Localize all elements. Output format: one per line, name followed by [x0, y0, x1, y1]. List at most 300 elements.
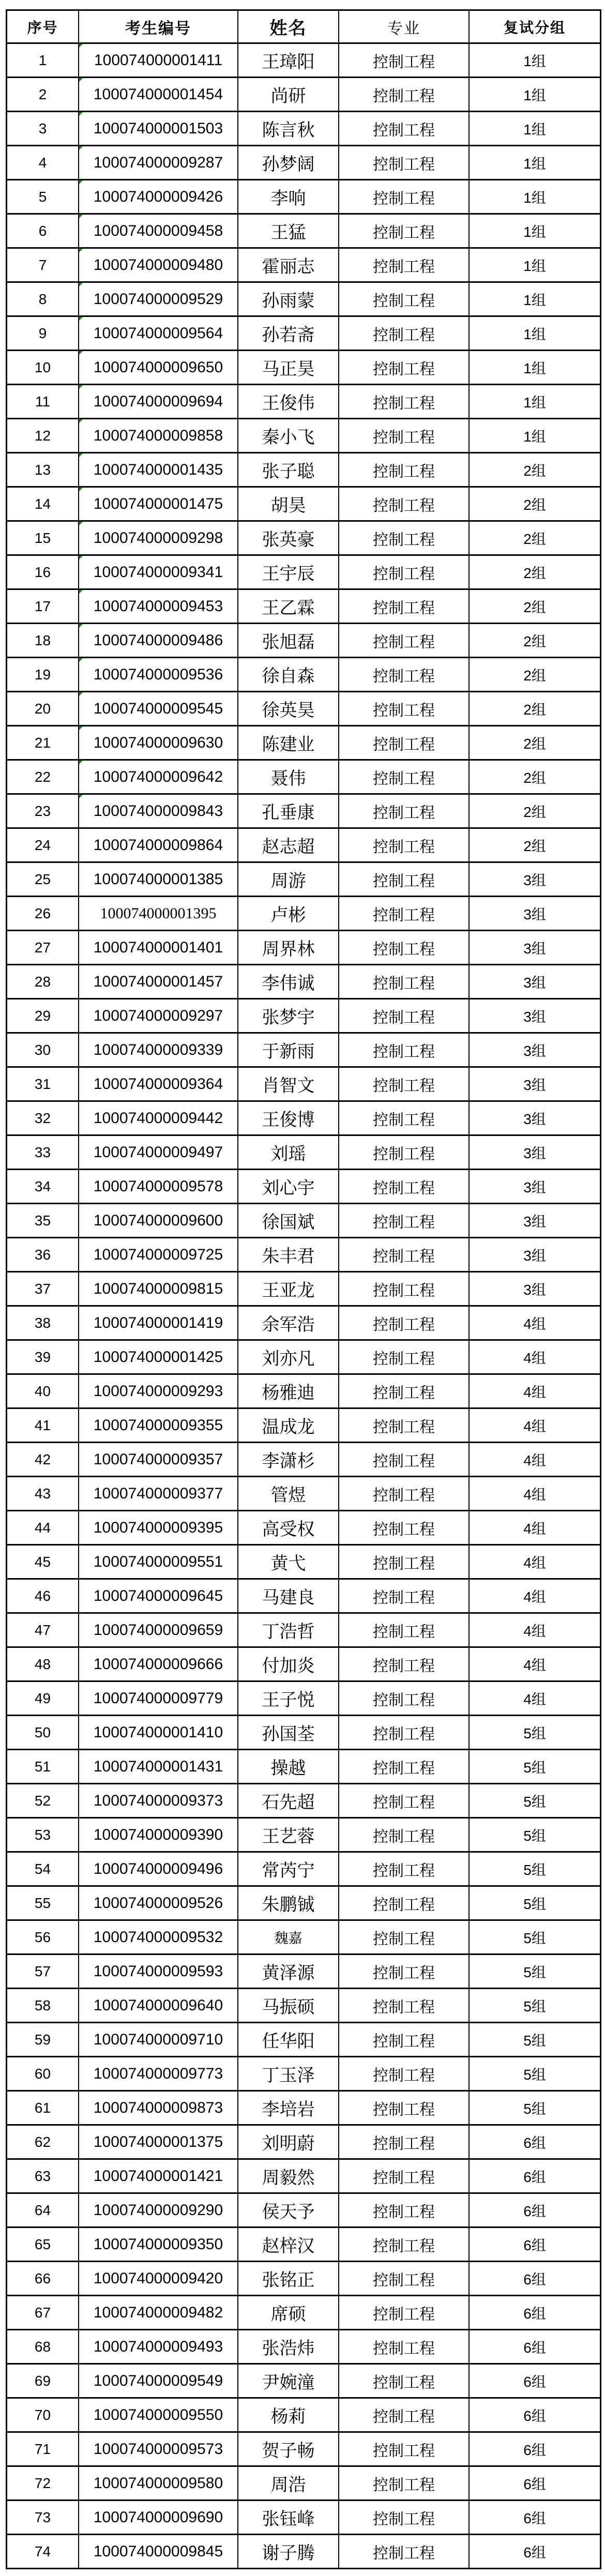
candidate-id: 100074000009843 — [93, 802, 223, 820]
row-index-cell: 10 — [7, 351, 79, 385]
major-cell: 控制工程 — [339, 1204, 470, 1238]
candidate-name-cell: 霍丽志 — [238, 249, 339, 283]
row-index-cell: 12 — [7, 419, 79, 453]
major-cell: 控制工程 — [339, 2296, 470, 2330]
major-cell: 控制工程 — [339, 522, 470, 556]
major-cell: 控制工程 — [339, 2330, 470, 2365]
group-cell: 1组 — [470, 249, 600, 283]
candidate-id: 100074000009493 — [93, 2338, 223, 2355]
group-cell: 1组 — [470, 215, 600, 249]
row-index-cell: 51 — [7, 1750, 79, 1784]
row-index-cell: 15 — [7, 522, 79, 556]
candidate-name-cell: 肖智文 — [238, 1068, 339, 1102]
row-index-cell: 5 — [7, 180, 79, 215]
candidate-id: 100074000001454 — [93, 85, 223, 103]
row-index-cell: 61 — [7, 2092, 79, 2126]
major-cell: 控制工程 — [339, 1819, 470, 1853]
group-cell: 6组 — [470, 2365, 600, 2399]
major-cell: 控制工程 — [339, 556, 470, 590]
major-cell: 控制工程 — [339, 1955, 470, 1989]
major-cell: 控制工程 — [339, 351, 470, 385]
candidate-name-cell: 侯天予 — [238, 2194, 339, 2228]
candidate-id-cell — [79, 2092, 238, 2126]
candidate-name-cell: 杨雅迪 — [238, 1375, 339, 1409]
candidate-name-cell: 尹婉潼 — [238, 2365, 339, 2399]
candidate-id-cell — [79, 112, 238, 146]
candidate-id-cell — [79, 1989, 238, 2023]
candidate-id: 100074000009497 — [93, 1143, 223, 1161]
candidate-id: 100074000001419 — [93, 1314, 223, 1331]
candidate-name-cell: 徐自森 — [238, 658, 339, 692]
major-cell: 控制工程 — [339, 2057, 470, 2092]
group-cell: 6组 — [470, 2399, 600, 2433]
text-number-error-indicator-icon — [79, 78, 83, 82]
row-index-cell: 28 — [7, 965, 79, 999]
candidate-id-cell — [79, 897, 238, 931]
text-number-error-indicator-icon — [79, 488, 83, 491]
candidate-id: 100074000009293 — [93, 1382, 223, 1400]
candidate-name-cell: 魏嘉 — [238, 1921, 339, 1955]
candidate-name-cell: 王俊伟 — [238, 385, 339, 419]
group-cell: 3组 — [470, 1238, 600, 1272]
candidate-id-cell — [79, 1272, 238, 1307]
major-cell: 控制工程 — [339, 317, 470, 351]
row-index-cell: 39 — [7, 1341, 79, 1375]
header-col-group: 复试分组 — [470, 11, 600, 44]
candidate-id-cell — [79, 146, 238, 180]
row-index-cell: 58 — [7, 1989, 79, 2023]
major-cell: 控制工程 — [339, 1887, 470, 1921]
row-index-cell: 40 — [7, 1375, 79, 1409]
group-cell: 5组 — [470, 1921, 600, 1955]
candidate-name-cell: 徐国斌 — [238, 1204, 339, 1238]
candidate-id-cell — [79, 317, 238, 351]
group-cell: 5组 — [470, 1989, 600, 2023]
candidate-id-cell — [79, 419, 238, 453]
group-cell: 1组 — [470, 146, 600, 180]
row-index-cell: 56 — [7, 1921, 79, 1955]
candidate-id-cell — [79, 2262, 238, 2296]
candidate-id: 100074000009773 — [93, 2065, 223, 2082]
row-index-cell: 41 — [7, 1409, 79, 1443]
candidate-id: 100074000009480 — [93, 256, 223, 274]
candidate-id-cell — [79, 488, 238, 522]
candidate-id: 100074000009390 — [93, 1826, 223, 1843]
candidate-id: 100074000009645 — [93, 1587, 223, 1604]
candidate-id-cell — [79, 829, 238, 863]
candidate-name-cell: 杨莉 — [238, 2399, 339, 2433]
candidate-id: 100074000009725 — [93, 1246, 223, 1263]
candidate-id: 100074000009779 — [93, 1689, 223, 1707]
major-cell: 控制工程 — [339, 590, 470, 624]
candidate-id: 100074000001431 — [93, 1757, 223, 1775]
major-cell: 控制工程 — [339, 1068, 470, 1102]
row-index-cell: 66 — [7, 2262, 79, 2296]
candidate-id-cell — [79, 590, 238, 624]
major-cell: 控制工程 — [339, 419, 470, 453]
row-index-cell: 11 — [7, 385, 79, 419]
candidate-name-cell: 王宇辰 — [238, 556, 339, 590]
group-cell: 1组 — [470, 283, 600, 317]
candidate-id-cell — [79, 931, 238, 965]
group-cell: 5组 — [470, 1784, 600, 1819]
row-index-cell: 37 — [7, 1272, 79, 1307]
major-cell: 控制工程 — [339, 1750, 470, 1784]
candidate-id-cell — [79, 453, 238, 488]
candidate-name-cell: 胡昊 — [238, 488, 339, 522]
candidate-id: 100074000009426 — [93, 188, 223, 205]
row-index-cell: 29 — [7, 999, 79, 1034]
group-cell: 4组 — [470, 1443, 600, 1477]
candidate-id: 100074000009564 — [93, 324, 223, 342]
major-cell: 控制工程 — [339, 1853, 470, 1887]
group-cell: 3组 — [470, 1136, 600, 1170]
candidate-name-cell: 马振硕 — [238, 1989, 339, 2023]
major-cell: 控制工程 — [339, 1477, 470, 1511]
candidate-id: 100074000009529 — [93, 290, 223, 308]
candidate-name-cell: 周游 — [238, 863, 339, 897]
group-cell: 1组 — [470, 351, 600, 385]
candidate-name-cell: 李培岩 — [238, 2092, 339, 2126]
candidate-id: 100074000009578 — [93, 1177, 223, 1195]
candidate-name-cell: 马正昊 — [238, 351, 339, 385]
group-cell: 4组 — [470, 1477, 600, 1511]
candidate-id-cell — [79, 215, 238, 249]
row-index-cell: 9 — [7, 317, 79, 351]
major-cell: 控制工程 — [339, 897, 470, 931]
candidate-id: 100074000001375 — [93, 2133, 223, 2150]
major-cell: 控制工程 — [339, 488, 470, 522]
header-col-candidate-id: 考生编号 — [79, 11, 238, 44]
candidate-id-cell — [79, 2194, 238, 2228]
candidate-name-cell: 丁浩哲 — [238, 1614, 339, 1648]
candidate-id: 100074000001421 — [93, 2167, 223, 2185]
candidate-id: 100074000009290 — [93, 2201, 223, 2219]
candidate-name-cell: 聂伟 — [238, 761, 339, 795]
text-number-error-indicator-icon — [79, 385, 83, 389]
major-cell: 控制工程 — [339, 2126, 470, 2160]
group-cell: 6组 — [470, 2126, 600, 2160]
major-cell: 控制工程 — [339, 2194, 470, 2228]
candidate-id-cell — [79, 863, 238, 897]
candidate-name-cell: 操越 — [238, 1750, 339, 1784]
candidate-id: 100074000009873 — [93, 2099, 223, 2116]
candidate-id: 100074000009536 — [93, 665, 223, 683]
candidate-name-cell: 任华阳 — [238, 2023, 339, 2057]
major-cell: 控制工程 — [339, 1921, 470, 1955]
row-index-cell: 42 — [7, 1443, 79, 1477]
row-index-cell: 46 — [7, 1580, 79, 1614]
row-index-cell: 36 — [7, 1238, 79, 1272]
candidate-id: 100074000001503 — [93, 119, 223, 137]
text-number-error-indicator-icon — [79, 590, 83, 594]
major-cell: 控制工程 — [339, 2092, 470, 2126]
major-cell: 控制工程 — [339, 385, 470, 419]
row-index-cell: 13 — [7, 453, 79, 488]
candidate-id-cell — [79, 1068, 238, 1102]
group-cell: 4组 — [470, 1580, 600, 1614]
candidate-id-cell — [79, 180, 238, 215]
row-index-cell: 27 — [7, 931, 79, 965]
major-cell: 控制工程 — [339, 1989, 470, 2023]
group-cell: 5组 — [470, 1750, 600, 1784]
candidate-id: 100074000009482 — [93, 2304, 223, 2321]
candidate-name-cell: 徐英昊 — [238, 692, 339, 726]
major-cell: 控制工程 — [339, 2365, 470, 2399]
group-cell: 3组 — [470, 931, 600, 965]
candidate-id-cell — [79, 78, 238, 112]
candidate-id: 100074000009593 — [93, 1962, 223, 1980]
row-index-cell: 48 — [7, 1648, 79, 1682]
major-cell: 控制工程 — [339, 2501, 470, 2535]
candidate-id-cell — [79, 1955, 238, 1989]
candidate-name-cell: 王艺蓉 — [238, 1819, 339, 1853]
group-cell: 5组 — [470, 1716, 600, 1750]
major-cell: 控制工程 — [339, 112, 470, 146]
row-index-cell: 64 — [7, 2194, 79, 2228]
candidate-id: 100074000009526 — [93, 1894, 223, 1912]
group-cell: 3组 — [470, 897, 600, 931]
candidate-name-cell: 卢彬 — [238, 897, 339, 931]
text-number-error-indicator-icon — [79, 249, 83, 252]
row-index-cell: 38 — [7, 1307, 79, 1341]
major-cell: 控制工程 — [339, 2467, 470, 2501]
candidate-id-cell — [79, 2023, 238, 2057]
text-number-error-indicator-icon — [79, 44, 83, 48]
candidate-id-cell — [79, 1511, 238, 1545]
candidate-name-cell: 周毅然 — [238, 2160, 339, 2194]
candidate-id: 100074000009364 — [93, 1075, 223, 1093]
candidate-name-cell: 赵志超 — [238, 829, 339, 863]
major-cell: 控制工程 — [339, 999, 470, 1034]
group-cell: 6组 — [470, 2330, 600, 2365]
candidate-name-cell: 孙梦阔 — [238, 146, 339, 180]
candidate-name-cell: 陈建业 — [238, 726, 339, 761]
row-index-cell: 31 — [7, 1068, 79, 1102]
candidate-name-cell: 刘心宇 — [238, 1170, 339, 1204]
candidate-id-cell — [79, 1341, 238, 1375]
candidate-id: 100074000009339 — [93, 1041, 223, 1058]
major-cell: 控制工程 — [339, 1170, 470, 1204]
candidate-id-cell — [79, 2467, 238, 2501]
candidate-id-cell — [79, 1750, 238, 1784]
candidate-name-cell: 刘亦凡 — [238, 1341, 339, 1375]
candidate-id-cell — [79, 1648, 238, 1682]
major-cell: 控制工程 — [339, 829, 470, 863]
candidate-name-cell: 席硕 — [238, 2296, 339, 2330]
candidate-name-cell: 常芮宁 — [238, 1853, 339, 1887]
group-cell: 5组 — [470, 1853, 600, 1887]
candidate-id-cell — [79, 1819, 238, 1853]
candidate-name-cell: 高受权 — [238, 1511, 339, 1545]
candidate-id-cell — [79, 726, 238, 761]
major-cell: 控制工程 — [339, 78, 470, 112]
candidate-id-cell — [79, 2057, 238, 2092]
candidate-id-cell — [79, 385, 238, 419]
candidate-name-cell: 张旭磊 — [238, 624, 339, 658]
row-index-cell: 62 — [7, 2126, 79, 2160]
major-cell: 控制工程 — [339, 1545, 470, 1580]
candidate-name-cell: 王猛 — [238, 215, 339, 249]
group-cell: 4组 — [470, 1375, 600, 1409]
candidate-id: 100074000009573 — [93, 2440, 223, 2458]
candidate-id-cell — [79, 2399, 238, 2433]
group-cell: 2组 — [470, 556, 600, 590]
major-cell: 控制工程 — [339, 761, 470, 795]
candidate-id-cell — [79, 2160, 238, 2194]
group-cell: 2组 — [470, 522, 600, 556]
major-cell: 控制工程 — [339, 1511, 470, 1545]
candidate-name-cell: 付加炎 — [238, 1648, 339, 1682]
group-cell: 4组 — [470, 1409, 600, 1443]
candidate-id: 100074000001457 — [93, 973, 223, 990]
group-cell: 3组 — [470, 965, 600, 999]
row-index-cell: 7 — [7, 249, 79, 283]
candidate-id: 100074000009355 — [93, 1416, 223, 1434]
candidate-name-cell: 孙若斋 — [238, 317, 339, 351]
row-index-cell: 70 — [7, 2399, 79, 2433]
candidate-id: 100074000009630 — [93, 734, 223, 751]
group-cell: 5组 — [470, 2023, 600, 2057]
candidate-id: 100074000009298 — [93, 529, 223, 547]
candidate-name-cell: 孙国荃 — [238, 1716, 339, 1750]
candidate-id: 100074000009659 — [93, 1621, 223, 1639]
candidate-name-cell: 李潇杉 — [238, 1443, 339, 1477]
candidate-id-cell — [79, 1716, 238, 1750]
major-cell: 控制工程 — [339, 692, 470, 726]
candidate-id: 100074000009350 — [93, 2235, 223, 2253]
group-cell: 5组 — [470, 2057, 600, 2092]
candidate-id: 100074000009442 — [93, 1109, 223, 1127]
candidate-name-cell: 王亚龙 — [238, 1272, 339, 1307]
candidate-name-cell: 孔垂康 — [238, 795, 339, 829]
candidate-id: 100074000001475 — [93, 495, 223, 512]
group-cell: 4组 — [470, 1545, 600, 1580]
candidate-id: 100074000009549 — [93, 2372, 223, 2389]
major-cell: 控制工程 — [339, 1784, 470, 1819]
group-cell: 3组 — [470, 1102, 600, 1136]
group-cell: 6组 — [470, 2535, 600, 2569]
row-index-cell: 30 — [7, 1034, 79, 1068]
row-index-cell: 16 — [7, 556, 79, 590]
row-index-cell: 71 — [7, 2433, 79, 2467]
candidate-name-cell: 赵梓汉 — [238, 2228, 339, 2262]
group-cell: 5组 — [470, 2092, 600, 2126]
group-cell: 2组 — [470, 829, 600, 863]
candidate-id: 100074000001395 — [100, 904, 217, 922]
candidate-id: 100074000009453 — [93, 597, 223, 615]
candidate-name-cell: 朱丰君 — [238, 1238, 339, 1272]
candidate-id: 100074000009373 — [93, 1792, 223, 1809]
candidate-id: 100074000009545 — [93, 700, 223, 717]
major-cell: 控制工程 — [339, 1341, 470, 1375]
row-index-cell: 60 — [7, 2057, 79, 2092]
group-cell: 4组 — [470, 1307, 600, 1341]
group-cell: 2组 — [470, 761, 600, 795]
text-number-error-indicator-icon — [79, 556, 83, 559]
candidate-id: 100074000001385 — [93, 870, 223, 888]
major-cell: 控制工程 — [339, 931, 470, 965]
row-index-cell: 3 — [7, 112, 79, 146]
candidate-name-cell: 张铭正 — [238, 2262, 339, 2296]
candidate-id: 100074000009395 — [93, 1519, 223, 1536]
group-cell: 6组 — [470, 2228, 600, 2262]
major-cell: 控制工程 — [339, 1136, 470, 1170]
candidate-id-cell — [79, 1170, 238, 1204]
candidate-id-cell — [79, 2330, 238, 2365]
group-cell: 3组 — [470, 1068, 600, 1102]
candidate-id-cell — [79, 1238, 238, 1272]
candidate-id-cell — [79, 1580, 238, 1614]
row-index-cell: 33 — [7, 1136, 79, 1170]
candidate-id: 100074000009580 — [93, 2474, 223, 2492]
candidate-name-cell: 贺子畅 — [238, 2433, 339, 2467]
candidate-id: 100074000009600 — [93, 1211, 223, 1229]
candidate-id-cell — [79, 283, 238, 317]
candidate-name-cell: 朱鹏铖 — [238, 1887, 339, 1921]
major-cell: 控制工程 — [339, 1272, 470, 1307]
row-index-cell: 14 — [7, 488, 79, 522]
row-index-cell: 73 — [7, 2501, 79, 2535]
group-cell: 3组 — [470, 1034, 600, 1068]
row-index-cell: 69 — [7, 2365, 79, 2399]
text-number-error-indicator-icon — [79, 215, 83, 218]
candidate-name-cell: 王俊博 — [238, 1102, 339, 1136]
row-index-cell: 67 — [7, 2296, 79, 2330]
candidate-name-cell: 王璋阳 — [238, 44, 339, 78]
major-cell: 控制工程 — [339, 44, 470, 78]
major-cell: 控制工程 — [339, 2228, 470, 2262]
row-index-cell: 52 — [7, 1784, 79, 1819]
major-cell: 控制工程 — [339, 146, 470, 180]
candidate-name-cell: 李伟诚 — [238, 965, 339, 999]
candidate-id-cell — [79, 1034, 238, 1068]
major-cell: 控制工程 — [339, 2399, 470, 2433]
candidate-id-cell — [79, 1784, 238, 1819]
group-cell: 3组 — [470, 1170, 600, 1204]
candidate-name-cell: 李响 — [238, 180, 339, 215]
text-number-error-indicator-icon — [79, 795, 83, 798]
candidate-id: 100074000009532 — [93, 1928, 223, 1946]
group-cell: 6组 — [470, 2160, 600, 2194]
major-cell: 控制工程 — [339, 1580, 470, 1614]
row-index-cell: 50 — [7, 1716, 79, 1750]
row-index-cell: 55 — [7, 1887, 79, 1921]
major-cell: 控制工程 — [339, 658, 470, 692]
candidate-id: 100074000009650 — [93, 358, 223, 376]
candidate-name-cell: 丁玉泽 — [238, 2057, 339, 2092]
row-index-cell: 65 — [7, 2228, 79, 2262]
major-cell: 控制工程 — [339, 2262, 470, 2296]
candidate-id: 100074000001411 — [94, 51, 223, 69]
group-cell: 2组 — [470, 624, 600, 658]
group-cell: 4组 — [470, 1511, 600, 1545]
candidate-name-cell: 张梦宇 — [238, 999, 339, 1034]
major-cell: 控制工程 — [339, 283, 470, 317]
text-number-error-indicator-icon — [79, 283, 83, 286]
candidate-id-cell — [79, 692, 238, 726]
candidate-id-cell — [79, 1136, 238, 1170]
group-cell: 1组 — [470, 317, 600, 351]
row-index-cell: 35 — [7, 1204, 79, 1238]
candidate-id: 100074000009666 — [93, 1655, 223, 1673]
candidate-id-cell — [79, 249, 238, 283]
group-cell: 2组 — [470, 453, 600, 488]
major-cell: 控制工程 — [339, 726, 470, 761]
candidate-name-cell: 余军浩 — [238, 1307, 339, 1341]
row-index-cell: 74 — [7, 2535, 79, 2569]
candidate-name-cell: 张子聪 — [238, 453, 339, 488]
